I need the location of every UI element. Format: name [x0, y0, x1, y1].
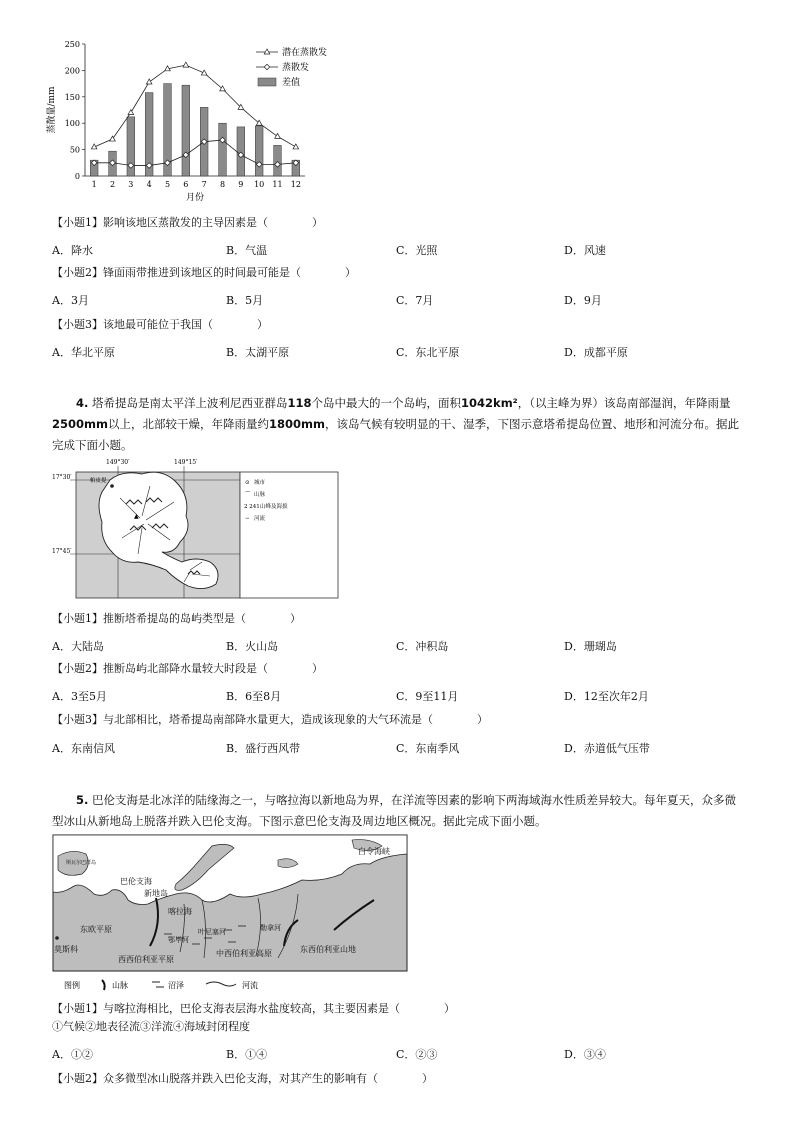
map-lat1: 17°30′	[52, 474, 72, 481]
barents-map-legend	[64, 980, 258, 990]
svg-text:⊙: ⊙	[245, 480, 250, 486]
y-tick-label: 150	[64, 92, 80, 102]
y-axis-label: 蒸散量/mm	[47, 86, 57, 134]
x-tick-label: 4	[146, 180, 152, 189]
svg-text:⌒: ⌒	[245, 492, 251, 498]
svg-text:白令海峡: 白令海峡	[358, 847, 390, 856]
bar-difference	[219, 123, 227, 176]
q3-sub1-option-c[interactable]: C．光照	[396, 244, 438, 257]
svg-text:▲: ▲	[134, 513, 139, 520]
moscow-marker	[55, 936, 59, 940]
x-axis-label: 月份	[185, 193, 205, 203]
map-lat2: 17°45′	[52, 548, 72, 555]
line-potential-et	[94, 65, 296, 147]
svg-text:巴伦支海: 巴伦支海	[120, 877, 152, 886]
q4-sub2-option-a[interactable]: A．3至5月	[52, 690, 107, 703]
evapotranspiration-chart	[40, 30, 340, 210]
svg-text:城市: 城市	[254, 480, 266, 486]
q4-sub1-option-c[interactable]: C．冲积岛	[396, 640, 449, 653]
q4-number: 4.	[76, 396, 89, 410]
svg-text:东西伯利亚山地: 东西伯利亚山地	[300, 945, 356, 954]
q3-sub3-option-c[interactable]: C．东北平原	[396, 346, 460, 359]
q4-sub2-option-b[interactable]: B．6至8月	[226, 690, 282, 703]
bar-difference	[255, 126, 263, 176]
q3-sub1-text: 【小题1】影响该地区蒸散发的主导因素是（ ）	[52, 216, 323, 229]
svg-text:图例: 图例	[64, 981, 80, 990]
bar-difference	[182, 85, 190, 176]
point-potential-et	[128, 110, 134, 115]
q3-sub1-option-b[interactable]: B．气温	[226, 244, 268, 257]
q5-sub2-text: 【小题2】众多微型冰山脱落并跌入巴伦支海，对其产生的影响有（ ）	[52, 1072, 433, 1085]
svg-text:2 241: 2 241	[244, 504, 260, 510]
q5-sub1-text: 【小题1】与喀拉海相比，巴伦支海表层海水盐度较高，其主要因素是（ ）	[52, 1002, 455, 1015]
y-tick-label: 100	[64, 119, 80, 129]
legend-label: 潜在蒸散发	[282, 48, 328, 58]
point-potential-et	[220, 86, 226, 91]
y-tick-label: 50	[69, 145, 80, 155]
q3-sub2-option-d[interactable]: D．9月	[564, 294, 602, 307]
svg-text:河流: 河流	[254, 516, 266, 522]
y-tick-label: 0	[74, 172, 80, 181]
svg-text:中西伯利亚高原: 中西伯利亚高原	[216, 949, 272, 958]
q3-sub1-option-a[interactable]: A．降水	[52, 244, 93, 257]
x-tick-label: 7	[201, 180, 207, 189]
map-city-label: 帕皮提	[90, 478, 107, 484]
q5-stem: 5. 巴伦支海是北冰洋的陆缘海之一，与喀拉海以新地岛为界，在洋流等因素的影响下两海域海水性质差异较大。每年夏天，众多微型冰山从新地岛上脱落并跌入巴伦支海。下图示意巴伦支海及周边地区概况。据此完成下面小题。	[52, 793, 737, 828]
q3-sub2-option-b[interactable]: B．5月	[226, 294, 264, 307]
y-tick-label: 250	[64, 40, 80, 49]
x-tick-label: 6	[183, 180, 189, 189]
barents-sea-map	[52, 834, 410, 994]
line-et	[94, 140, 296, 165]
q5-sub1-factors: ①气候②地表径流③洋流④海域封闭程度	[52, 1020, 250, 1033]
svg-text:喀拉海: 喀拉海	[168, 907, 192, 916]
q5-number: 5.	[76, 793, 89, 807]
x-tick-label: 12	[290, 180, 301, 189]
svg-text:新地岛: 新地岛	[144, 889, 168, 898]
point-potential-et	[183, 62, 189, 67]
svg-text:莫斯科: 莫斯科	[54, 945, 78, 954]
svg-text:勒拿河: 勒拿河	[260, 924, 281, 932]
legend-marker	[264, 49, 270, 54]
q3-sub2-option-a[interactable]: A．3月	[52, 294, 89, 307]
q3-sub3-option-b[interactable]: B．太湖平原	[226, 346, 290, 359]
tahiti-map	[50, 458, 340, 603]
q5-sub1-option-a[interactable]: A．①②	[52, 1048, 93, 1061]
point-potential-et	[256, 120, 262, 125]
q4-sub2-option-d[interactable]: D．12至次年2月	[564, 690, 649, 703]
svg-text:鄂毕河: 鄂毕河	[168, 936, 189, 944]
x-tick-label: 2	[109, 180, 116, 189]
q4-sub3-option-d[interactable]: D．赤道低气压带	[564, 742, 650, 755]
svg-text:斯瓦尔巴群岛: 斯瓦尔巴群岛	[66, 860, 97, 866]
legend-label: 蒸散发	[282, 63, 310, 73]
q4-sub3-option-c[interactable]: C．东南季风	[396, 742, 460, 755]
q5-sub1-option-b[interactable]: B．①④	[226, 1048, 268, 1061]
q5-sub1-option-c[interactable]: C．②③	[396, 1048, 438, 1061]
city-marker	[110, 484, 114, 488]
q4-sub1-text: 【小题1】推断塔希提岛的岛屿类型是（ ）	[52, 612, 301, 625]
x-tick-label: 9	[238, 180, 244, 189]
q4-sub3-option-a[interactable]: A．东南信风	[52, 742, 115, 755]
q4-stem: 4. 塔希提岛是南太平洋上波利尼西亚群岛118个岛中最大的一个岛屿，面积1042km²，（以主峰为界）该岛南部湿润，年降雨量2500mm以上，北部较干燥，年降雨量约1800mm，该岛气候有较明显的干、湿季，下图示意塔希提岛位置、地形和河流分布。据此完成下面小题。	[52, 396, 739, 452]
q4-sub2-option-c[interactable]: C．9至11月	[396, 690, 459, 703]
q3-sub2-option-c[interactable]: C．7月	[396, 294, 434, 307]
map-lon2: 149°15′	[174, 459, 198, 466]
bar-difference	[274, 145, 282, 176]
x-tick-label: 1	[91, 180, 97, 189]
q4-sub1-option-d[interactable]: D．珊瑚岛	[564, 640, 617, 653]
q3-sub3-text: 【小题3】该地最可能位于我国（ ）	[52, 318, 268, 331]
x-tick-label: 11	[272, 180, 283, 189]
q3-sub3-option-d[interactable]: D．成都平原	[564, 346, 628, 359]
svg-text:西西伯利亚平原: 西西伯利亚平原	[118, 955, 174, 964]
q3-sub3-option-a[interactable]: A．华北平原	[52, 346, 115, 359]
map-lon1: 149°30′	[106, 459, 130, 466]
q4-sub2-text: 【小题2】推断岛屿北部降水量较大时段是（ ）	[52, 662, 323, 675]
q3-sub1-option-d[interactable]: D．风速	[564, 244, 606, 257]
svg-text:东欧平原: 东欧平原	[80, 925, 112, 934]
x-tick-label: 10	[254, 180, 265, 189]
svg-text:山脉: 山脉	[254, 492, 266, 498]
x-tick-label: 8	[219, 180, 226, 189]
x-tick-label: 3	[128, 180, 134, 189]
point-potential-et	[146, 79, 152, 84]
svg-text:沼泽: 沼泽	[168, 981, 184, 990]
bar-difference	[237, 127, 245, 176]
q4-sub1-option-a[interactable]: A．大陆岛	[52, 640, 104, 653]
point-potential-et	[275, 133, 281, 138]
y-tick-label: 200	[64, 66, 80, 76]
q4-sub3-text: 【小题3】与北部相比，塔希提岛南部降水量更大，造成该现象的大气环流是（ ）	[52, 713, 488, 726]
q4-sub1-option-b[interactable]: B．火山岛	[226, 640, 279, 653]
legend-label: 差值	[282, 78, 301, 88]
q4-sub3-option-b[interactable]: B．盛行西风带	[226, 742, 301, 755]
svg-text:叶尼塞河: 叶尼塞河	[198, 928, 226, 936]
svg-text:山峰及海拔: 山峰及海拔	[260, 504, 288, 510]
svg-text:河流: 河流	[242, 981, 258, 990]
q5-sub1-option-d[interactable]: D．③④	[564, 1048, 606, 1061]
svg-text:∽: ∽	[245, 516, 250, 522]
svg-text:山脉: 山脉	[112, 981, 128, 990]
point-potential-et	[293, 144, 299, 149]
legend-marker	[264, 64, 270, 70]
q3-sub2-text: 【小题2】锋面雨带推进到该地区的时间最可能是（ ）	[52, 266, 356, 279]
legend-swatch	[258, 78, 276, 86]
x-tick-label: 5	[164, 180, 171, 189]
